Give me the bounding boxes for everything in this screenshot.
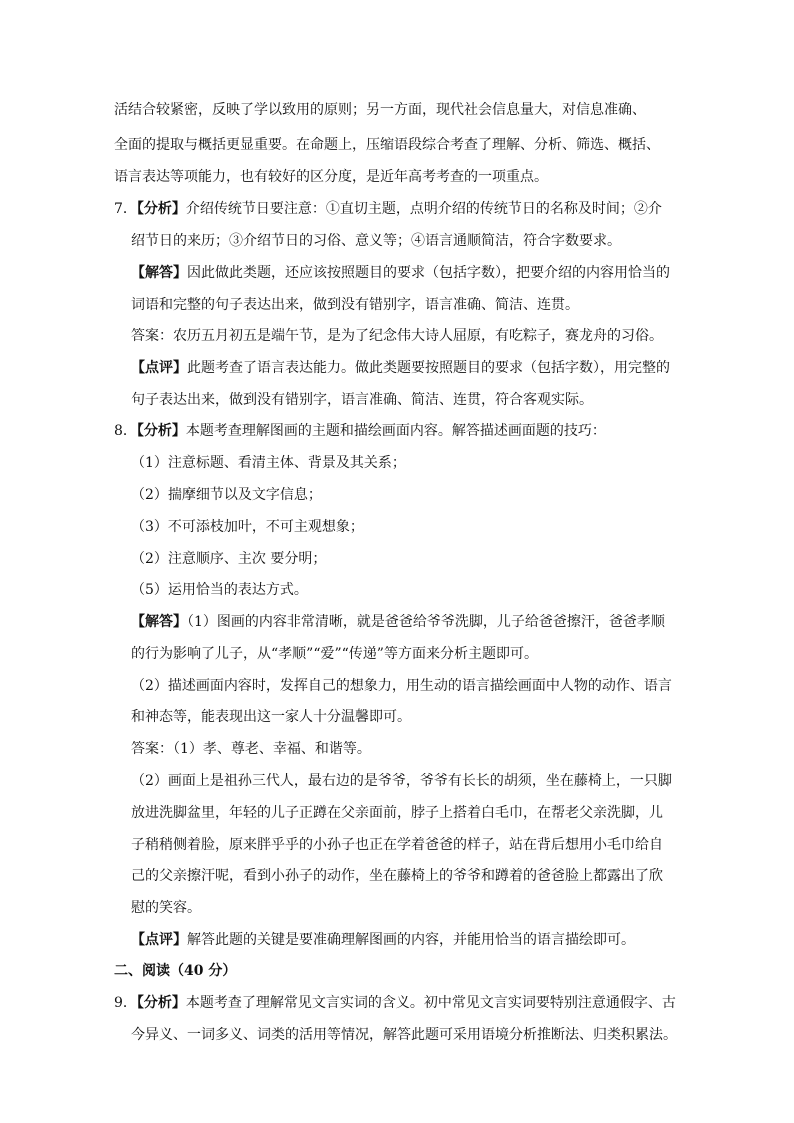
bold-label: 二、阅读（40 分） bbox=[114, 963, 237, 979]
text-run: （1）注意标题、看清主体、背景及其关系； bbox=[131, 455, 406, 471]
text-line bbox=[131, 263, 670, 283]
bold-label: 【点评】 bbox=[131, 932, 187, 948]
bold-label: 【分析】 bbox=[136, 201, 186, 217]
text-line bbox=[114, 199, 662, 219]
text-run: 子稍稍侧着脸，原来胖乎乎的小孙子也正在学着爸爸的样子，站在背后想用小毛巾给自 bbox=[131, 837, 663, 853]
bold-label: 【分析】 bbox=[136, 995, 186, 1011]
text-run: （3）不可添枝加叶，不可主观想象； bbox=[131, 519, 364, 535]
text-run: 本题考查了理解常见文言实词的含义。初中常见文言实词要特别注意通假字、古 bbox=[185, 995, 676, 1011]
text-run: （2）注意顺序、主次 要分明； bbox=[131, 551, 327, 567]
text-run: 的行为影响了儿子，从“孝顺”“爱”“传递”等方面来分析主题即可。 bbox=[131, 646, 538, 662]
text-line bbox=[131, 707, 411, 727]
text-line bbox=[131, 549, 326, 569]
text-run: 今异义、一词多义、词类的活用等情况，解答此题可采用语境分析推断法、归类积累法。 bbox=[131, 1027, 677, 1043]
text-run: （5）运用恰当的表达方式。 bbox=[131, 582, 308, 598]
text-line bbox=[131, 771, 672, 791]
bold-label: 【解答】 bbox=[131, 265, 187, 281]
text-run: 活结合较紧密，反映了学以致用的原则；另一方面，现代社会信息量大，对信息准确、 bbox=[114, 102, 646, 118]
bold-label: 【分析】 bbox=[136, 423, 186, 439]
text-line bbox=[131, 295, 579, 315]
text-run: 9． bbox=[114, 995, 137, 1011]
text-line bbox=[131, 517, 364, 537]
text-line bbox=[131, 231, 621, 251]
text-line bbox=[131, 326, 663, 346]
text-run: 慰的笑容。 bbox=[131, 900, 201, 916]
text-run: 本题考查理解图画的主题和描绘画面内容。解答描述画面题的技巧： bbox=[185, 423, 606, 439]
text-run: 因此做此类题，还应该按照题目的要求（包括字数），把要介绍的内容用恰当的 bbox=[187, 265, 670, 281]
text-run: 7． bbox=[114, 201, 137, 217]
text-line bbox=[131, 835, 663, 855]
text-run: 答案：农历五月初五是端午节，是为了纪念伟大诗人屈原，有吃粽子，赛龙舟的习俗。 bbox=[131, 328, 663, 344]
text-run: 放进洗脚盆里，年轻的儿子正蹲在父亲面前，脖子上搭着白毛巾，在帮老父亲洗脚，儿 bbox=[131, 805, 663, 821]
text-line bbox=[131, 930, 635, 950]
text-line bbox=[131, 803, 663, 823]
text-run: （2）画面上是祖孙三代人，最右边的是爷爷，爷爷有长长的胡须，坐在藤椅上，一只脚 bbox=[131, 773, 672, 789]
text-line bbox=[114, 167, 548, 187]
text-line bbox=[131, 866, 663, 886]
text-line bbox=[131, 1025, 677, 1045]
text-line bbox=[114, 961, 236, 981]
text-line bbox=[131, 612, 665, 632]
text-line bbox=[131, 453, 406, 473]
text-run: 解答此题的关键是要准确理解图画的内容，并能用恰当的语言描绘即可。 bbox=[187, 932, 635, 948]
text-run: （2）揣摩细节以及文字信息； bbox=[131, 487, 322, 503]
text-line bbox=[131, 898, 201, 918]
text-run: 词语和完整的句子表达出来，做到没有错别字，语言准确、简洁、连贯。 bbox=[131, 297, 579, 313]
text-line bbox=[114, 421, 606, 441]
text-run: 此题考查了语言表达能力。做此类题要按照题目的要求（包括字数），用完整的 bbox=[187, 360, 670, 376]
text-run: 全面的提取与概括更显重要。在命题上，压缩语段综合考查了理解、分析、筛选、概括、 bbox=[114, 137, 660, 153]
text-run: 答案：（1）孝、尊老、幸福、和谐等。 bbox=[131, 741, 371, 757]
text-line bbox=[131, 485, 322, 505]
text-run: 介绍传统节日要注意：①直切主题，点明介绍的传统节日的名称及时间；②介 bbox=[185, 201, 662, 217]
text-line bbox=[131, 580, 308, 600]
text-line bbox=[131, 739, 371, 759]
text-line bbox=[131, 358, 670, 378]
text-run: 绍节日的来历；③介绍节日的习俗、意义等；④语言通顺简洁，符合字数要求。 bbox=[131, 233, 621, 249]
text-run: 句子表达出来，做到没有错别字，语言准确、简洁、连贯，符合客观实际。 bbox=[131, 392, 593, 408]
text-run: 语言表达等项能力，也有较好的区分度，是近年高考考查的一项重点。 bbox=[114, 169, 548, 185]
text-line bbox=[114, 135, 660, 155]
text-line bbox=[114, 100, 646, 120]
bold-label: 【点评】 bbox=[131, 360, 187, 376]
text-run: 己的父亲擦汗呢，看到小孙子的动作，坐在藤椅上的爷爷和蹲着的爸爸脸上都露出了欣 bbox=[131, 868, 663, 884]
text-line bbox=[114, 993, 676, 1013]
text-line bbox=[131, 390, 593, 410]
text-run: 8． bbox=[114, 423, 137, 439]
text-line bbox=[131, 644, 538, 664]
text-run: （1）图画的内容非常清晰，就是爸爸给爷爷洗脚，儿子给爸爸擦汗，爸爸孝顺 bbox=[187, 614, 665, 630]
text-run: 和神态等，能表现出这一家人十分温馨即可。 bbox=[131, 709, 411, 725]
text-line bbox=[131, 676, 672, 696]
text-run: （2）描述画面内容时，发挥自己的想象力，用生动的语言描绘画面中人物的动作、语言 bbox=[131, 678, 672, 694]
bold-label: 【解答】 bbox=[131, 614, 187, 630]
